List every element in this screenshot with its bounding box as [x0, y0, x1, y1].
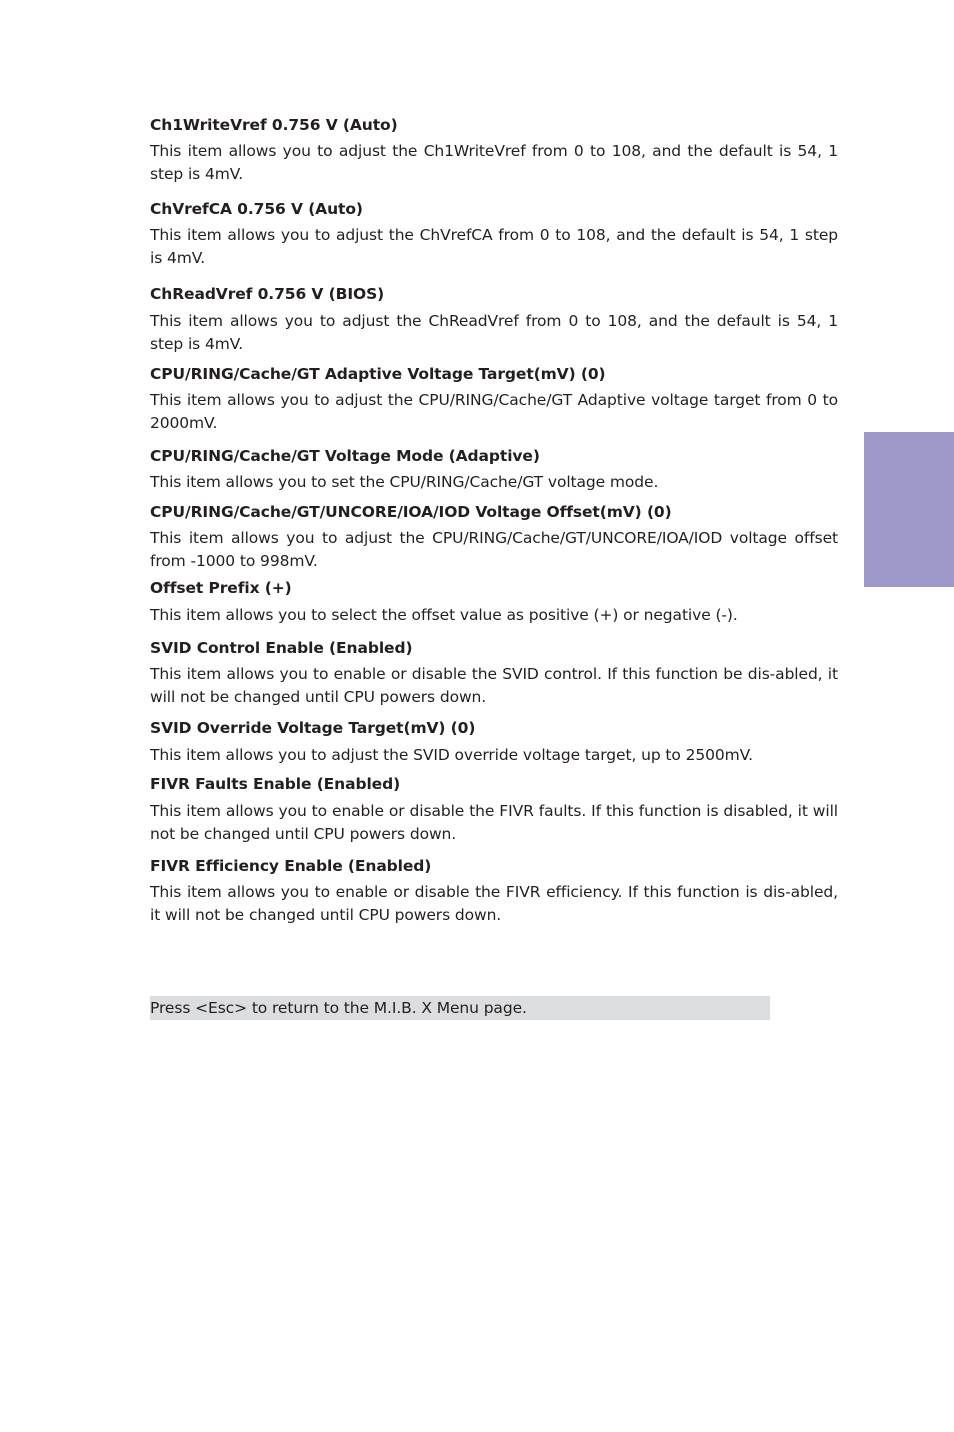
- item-heading-voltage-offset: CPU/RING/Cache/GT/UNCORE/IOA/IOD Voltage Offset(mV) (0): [150, 503, 672, 521]
- item-heading-fivr-efficiency: FIVR Efficiency Enable (Enabled): [150, 857, 432, 875]
- item-description-voltage-mode: This item allows you to set the CPU/RING/Cache/GT voltage mode.: [150, 473, 659, 491]
- item-heading-ch1writevref: Ch1WriteVref 0.756 V (Auto): [150, 116, 398, 134]
- item-description-adaptive-voltage-target: This item allows you to adjust the CPU/RING/Cache/GT Adaptive voltage target from 0 to 2000mV.: [150, 391, 838, 432]
- item-heading-svid-override: SVID Override Voltage Target(mV) (0): [150, 719, 476, 737]
- item-heading-voltage-mode: CPU/RING/Cache/GT Voltage Mode (Adaptive): [150, 447, 540, 465]
- item-heading-chreadvref: ChReadVref 0.756 V (BIOS): [150, 285, 385, 303]
- item-description-chvrefca: This item allows you to adjust the ChVrefCA from 0 to 108, and the default is 54, 1 step is 4mV.: [150, 226, 838, 267]
- item-description-ch1writevref: This item allows you to adjust the Ch1WriteVref from 0 to 108, and the default is 54, 1 step is 4mV.: [150, 142, 838, 183]
- item-heading-offset-prefix: Offset Prefix (+): [150, 579, 292, 597]
- chapter-tab: [864, 432, 954, 587]
- item-description-offset-prefix: This item allows you to select the offset value as positive (+) or negative (-).: [150, 606, 738, 624]
- return-note-bar: [150, 996, 770, 1020]
- item-heading-fivr-faults: FIVR Faults Enable (Enabled): [150, 775, 401, 793]
- item-description-chreadvref: This item allows you to adjust the ChReadVref from 0 to 108, and the default is 54, 1 step is 4mV.: [150, 312, 838, 353]
- return-note-text: Press <Esc> to return to the M.I.B. X Menu page.: [150, 999, 527, 1017]
- item-description-voltage-offset: This item allows you to adjust the CPU/RING/Cache/GT/UNCORE/IOA/IOD voltage offset from -1000 to 998mV.: [150, 529, 838, 570]
- item-description-svid-override: This item allows you to adjust the SVID override voltage target, up to 2500mV.: [150, 746, 753, 764]
- item-description-fivr-efficiency: This item allows you to enable or disable the FIVR efficiency. If this function is dis-abled, it will not be changed until CPU powers down.: [150, 883, 838, 924]
- item-heading-adaptive-voltage-target: CPU/RING/Cache/GT Adaptive Voltage Target(mV) (0): [150, 365, 606, 383]
- item-heading-svid-control: SVID Control Enable (Enabled): [150, 639, 413, 657]
- item-description-fivr-faults: This item allows you to enable or disable the FIVR faults. If this function is disabled, it will not be changed until CPU powers down.: [150, 802, 838, 843]
- item-description-svid-control: This item allows you to enable or disable the SVID control. If this function be dis-abled, it will not be changed until CPU powers down.: [150, 665, 838, 706]
- item-heading-chvrefca: ChVrefCA 0.756 V (Auto): [150, 200, 363, 218]
